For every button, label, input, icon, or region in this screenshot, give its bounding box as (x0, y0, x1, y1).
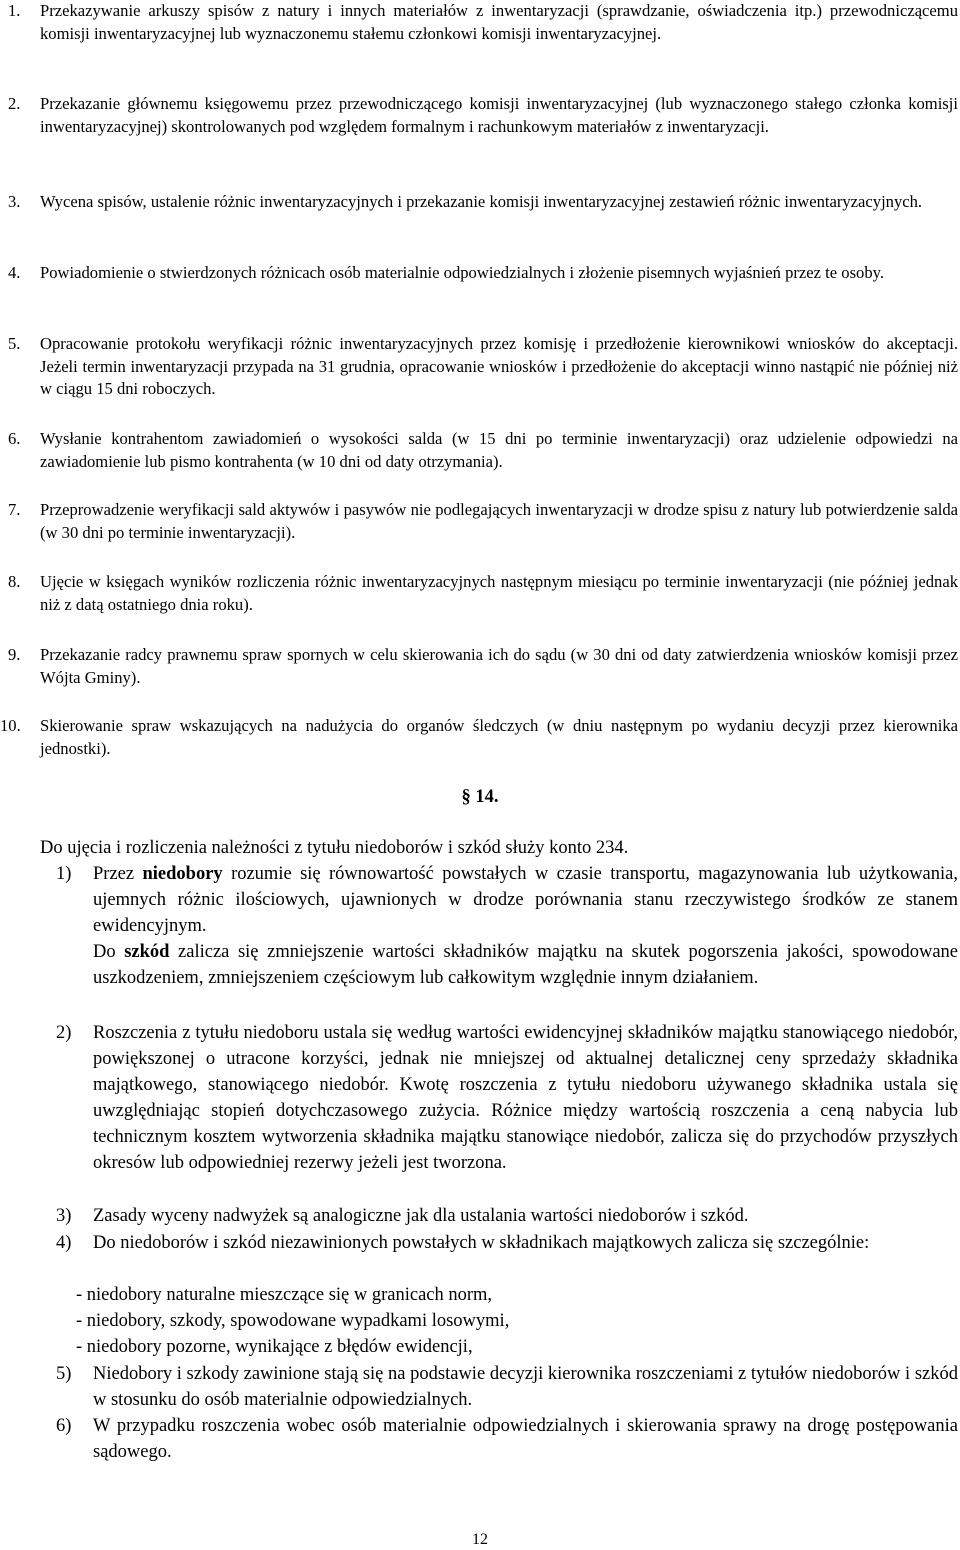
text-run: Przez (93, 864, 143, 884)
list-item-text: Wycena spisów, ustalenie różnic inwentaryzacyjnych i przekazanie komisji inwentaryzacyjnej zestawień różnic inwentaryzacyjnych. (40, 192, 923, 211)
definition-szkody (93, 939, 958, 991)
section-intro: Do ujęcia i rozliczenia należności z tytułu niedoborów i szkód służy konto 234. (40, 838, 629, 858)
text-run: zalicza się zmniejszenie wartości składników majątku na skutek pogorszenia jakości, spowodowane uszkodzeniem, zmniejszeniem częściowym lub całkowitym względnie innym działaniem. (93, 942, 958, 988)
section-heading (0, 784, 960, 810)
section-item-number: 3) (56, 1206, 72, 1226)
page-number: 12 (472, 1531, 488, 1548)
section-item-text: Zasady wyceny nadwyżek są analogiczne jak dla ustalania wartości niedoborów i szkód. (93, 1206, 749, 1226)
list-item-number: 1. (8, 1, 21, 20)
dash-list (76, 1282, 509, 1360)
dash-list-item: - niedobory pozorne, wynikające z błędów ewidencji, (76, 1337, 473, 1357)
list-item-text: Wysłanie kontrahentom zawiadomień o wysokości salda (w 15 dni po terminie inwentaryzacji) oraz udzielenie odpowiedzi na zawiadomienie lub pismo kontrahenta (w 10 dni od daty otrzymania). (40, 429, 958, 471)
section-item-text (93, 861, 958, 991)
list-item-number: 5. (8, 334, 21, 353)
list-item-text: Przekazywanie arkuszy spisów z natury i innych materiałów z inwentaryzacji (sprawdzanie, oświadczenia itp.) przewodniczącemu komisji inwentaryzacyjnej lub wyznaczonemu stałemu członkowi komisji inwentaryzacyjnej. (40, 1, 958, 43)
list-item-number: 7. (8, 500, 21, 519)
list-item-number: 6. (8, 429, 21, 448)
list-item-text: Przekazanie radcy prawnemu spraw spornych w celu skierowania ich do sądu (w 30 dni od daty zatwierdzenia wniosków komisji przez Wójta Gminy). (40, 645, 958, 687)
section-item-number: 6) (56, 1416, 72, 1436)
dash-list-item: - niedobory naturalne mieszczące się w granicach norm, (76, 1285, 493, 1305)
definition-niedobory (93, 861, 958, 939)
section-item-number: 5) (56, 1364, 72, 1384)
list-item-number: 2. (8, 94, 21, 113)
list-item-text: Przeprowadzenie weryfikacji sald aktywów i pasywów nie podlegających inwentaryzacji w drodze spisu z natury lub potwierdzenie salda (w 30 dni po terminie inwentaryzacji). (40, 500, 958, 542)
section-item-number: 1) (56, 864, 72, 884)
section-symbol: § (461, 787, 471, 807)
section-item-text: W przypadku roszczenia wobec osób materialnie odpowiedzialnych i skierowania sprawy na drogę postępowania sądowego. (93, 1416, 958, 1462)
list-item-text: Ujęcie w księgach wyników rozliczenia różnic inwentaryzacyjnych następnym miesiącu po terminie inwentaryzacji (nie później jednak niż z datą ostatniego dnia roku). (40, 572, 958, 614)
section-item-text: Do niedoborów i szkód niezawinionych powstałych w składnikach majątkowych zalicza się szczególnie: (93, 1233, 870, 1253)
section-item-number: 2) (56, 1023, 72, 1043)
list-item-number: 9. (8, 645, 21, 664)
section-number: 14. (475, 787, 499, 807)
dash-list-item: - niedobory, szkody, spowodowane wypadkami losowymi, (76, 1311, 510, 1331)
bold-term: niedobory (142, 864, 223, 884)
section-item-text: Roszczenia z tytułu niedoboru ustala się według wartości ewidencyjnej składników majątku stanowiącego niedobór, powiększonej o utracone korzyści, jednak nie mniejszej od aktualnej detalicznej ceny sprzedaży składnika majątkowego, stanowiącego niedobór. Kwotę roszczenia z tytułu niedoboru używanego składnika ustala się uwzględniając stopień dotychczasowego zużycia. Różnice między wartością roszczenia a ceną nabycia lub technicznym kosztem wytworzenia składnika majątku stanowiące niedobór, zalicza się do przychodów przyszłych okresów lub odpowiedniej rezerwy jeżeli jest tworzona. (93, 1023, 958, 1173)
text-run: rozumie się równowartość powstałych w czasie transportu, magazynowania lub użytkowania, ujemnych różnic ilościowych, ujawnionych w drodze porównania stanu rzeczywistego środków ze stanem ewidencyjnym. (93, 864, 958, 936)
text-run: Do (93, 942, 125, 962)
list-item-number: 10. (0, 716, 21, 735)
list-item-text: Opracowanie protokołu weryfikacji różnic inwentaryzacyjnych przez komisję i przedłożenie kierownikowi wniosków do akceptacji. Jeżeli termin inwentaryzacji przypada na 31 grudnia, opracowanie wniosków i przedłożenie do akceptacji winno nastąpić nie później niż w ciągu 15 dni roboczych. (40, 334, 958, 398)
list-item-text: Przekazanie głównemu księgowemu przez przewodniczącego komisji inwentaryzacyjnej (lub wyznaczonego stałego członka komisji inwentaryzacyjnej) skontrolowanych pod względem formalnym i rachunkowym materiałów z inwentaryzacji. (40, 94, 958, 136)
list-item-number: 8. (8, 572, 21, 591)
list-item-text: Skierowanie spraw wskazujących na nadużycia do organów śledczych (w dniu następnym po wydaniu decyzji przez kierownika jednostki). (40, 716, 958, 758)
list-item-number: 3. (8, 192, 21, 211)
section-item-number: 4) (56, 1233, 72, 1253)
list-item-number: 4. (8, 263, 21, 282)
list-item-text: Powiadomienie o stwierdzonych różnicach osób materialnie odpowiedzialnych i złożenie pisemnych wyjaśnień przez te osoby. (40, 263, 885, 282)
bold-term: szkód (124, 942, 170, 962)
section-item-text: Niedobory i szkody zawinione stają się na podstawie decyzji kierownika roszczeniami z tytułów niedoborów i szkód w stosunku do osób materialnie odpowiedzialnych. (93, 1364, 958, 1410)
